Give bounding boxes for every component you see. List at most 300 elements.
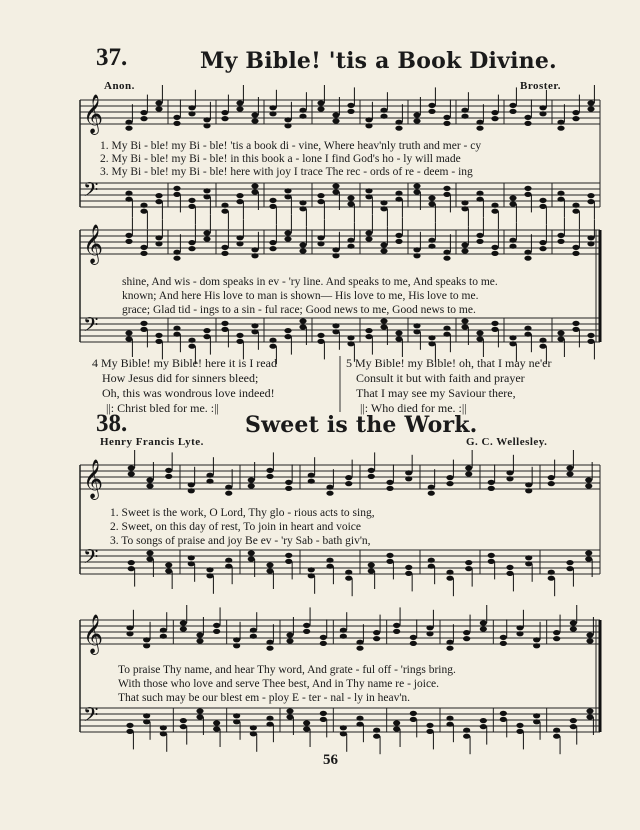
h38-s1-bass-note [488, 553, 495, 558]
verse-line: How Jesus did for sinners bleed; [102, 371, 259, 385]
hymn-37-composer: Broster. [520, 80, 561, 92]
h37-s2-treble-note [491, 251, 498, 256]
h38-s1-bass-note [446, 576, 453, 581]
h37-s2-treble-note [443, 256, 450, 261]
h38-s2-treble-note [410, 641, 417, 646]
h38-s1-bass-note [308, 573, 315, 578]
h37-s2-treble-note [284, 236, 291, 241]
h37-s1-treble-note [269, 111, 276, 116]
h38-s1-treble-note [405, 470, 412, 475]
h37-s2-treble-note [125, 233, 132, 238]
h37-s2-bass-note [140, 321, 147, 326]
h38-s2-bass-note [126, 723, 133, 728]
h38-s1-treble-note [548, 475, 555, 480]
h37-s1-treble-note [173, 115, 180, 120]
h37-s1-treble-note [428, 109, 435, 114]
h37-s1-bass-note [557, 197, 564, 202]
h37-s1-treble-note [221, 116, 228, 121]
h38-s1-treble-note [285, 486, 292, 491]
hymn-37-number: 37. [96, 44, 128, 71]
h38-s2-treble-note [160, 634, 167, 639]
h38-s1-treble-note [428, 485, 435, 490]
h38-s2-bass-note [320, 717, 327, 722]
h37-s1-bass-note [443, 192, 450, 197]
h37-s2-treble-note [509, 244, 516, 249]
h38-s1-bass-note [465, 566, 472, 571]
h37-s1-treble-note [125, 120, 132, 125]
h38-s1-treble-note [308, 473, 315, 478]
h38-s1-bass-note [345, 576, 352, 581]
h38-s2-treble-note [533, 643, 540, 648]
h37-s1-bass-note [203, 194, 210, 199]
h38-s2-treble-note [533, 637, 540, 642]
h37-s1-bass-note [155, 199, 162, 204]
h38-s2-treble-note [233, 643, 240, 648]
h37-s2-bass-note [461, 318, 468, 323]
h38-s2-bass-clef-icon: 𝄢 [83, 703, 99, 731]
h38-s2-bass-note [463, 728, 470, 733]
hymn-38-s2-verse-1: To praise Thy name, and hear Thy word, And grate - ful off - 'rings bring. [118, 664, 456, 676]
hymn-37-verse-5 [346, 356, 551, 416]
hymn-38-title: Sweet is the Work. [245, 412, 478, 438]
h37-s1-treble-note [539, 105, 546, 110]
h37-s1-bass-note [557, 191, 564, 196]
h38-s2-treble-note [500, 641, 507, 646]
h37-s1-treble-note [572, 110, 579, 115]
h37-s2-treble-note [524, 256, 531, 261]
h37-s2-treble-note [269, 240, 276, 245]
h37-s2-treble-note [332, 247, 339, 252]
h38-s1-bass-note [285, 553, 292, 558]
h38-s1-bass-note [506, 571, 513, 576]
h37-s1-treble-note [413, 112, 420, 117]
h37-s1-treble-note [251, 112, 258, 117]
h37-s1-bass-note [365, 188, 372, 193]
h38-s2-treble-clef-icon: 𝄞 [83, 614, 104, 654]
h37-s2-bass-note [221, 327, 228, 332]
h37-s1-bass-note [188, 204, 195, 209]
h38-s1-bass-note [188, 555, 195, 560]
h38-s1-bass-note [368, 568, 375, 573]
h37-s1-treble-note [380, 108, 387, 113]
h37-s2-bass-note [365, 328, 372, 333]
h37-s1-treble-note [203, 123, 210, 128]
h37-s2-bass-note [236, 333, 243, 338]
h37-s2-treble-note [539, 246, 546, 251]
h37-s1-bass-note [413, 189, 420, 194]
h37-s2-treble-clef-icon: 𝄞 [83, 224, 104, 264]
h38-s2-treble-note [586, 638, 593, 643]
hymn-37-title: My Bible! 'tis a Book Divine. [200, 48, 557, 74]
h38-s1-bass-note [525, 561, 532, 566]
h37-s2-bass-note [188, 338, 195, 343]
h38-s2-bass-note [213, 720, 220, 725]
h37-s2-bass-note [317, 333, 324, 338]
hymn-37-s2-verse-1: shine, And wis - dom speaks in ev - 'ry line. And speaks to me, And speaks to me. [122, 276, 498, 288]
h38-s2-bass-note [553, 734, 560, 739]
h37-s1-bass-note [284, 188, 291, 193]
h37-s1-treble-note [539, 111, 546, 116]
h38-s2-treble-note [570, 620, 577, 625]
h37-s1-treble-note [203, 117, 210, 122]
h38-s2-treble-note [286, 632, 293, 637]
h38-s1-bass-note [386, 559, 393, 564]
h37-s2-bass-note [395, 336, 402, 341]
h37-s1-treble-note [509, 109, 516, 114]
h37-s1-treble-note [557, 120, 564, 125]
h37-s2-treble-note [332, 253, 339, 258]
h37-s2-treble-note [269, 246, 276, 251]
h37-s2-bass-note [203, 328, 210, 333]
h37-s1-bass-note [221, 209, 228, 214]
h38-s2-bass-note [320, 711, 327, 716]
h38-s2-treble-note [233, 637, 240, 642]
verse-line: 4 My Bible! my Bible! here it is I read [92, 356, 277, 370]
h37-s2-bass-note [332, 323, 339, 328]
h38-s1-bass-note [345, 570, 352, 575]
h38-s2-treble-note [340, 628, 347, 633]
hymn-37-author: Anon. [104, 80, 135, 92]
h38-s2-bass-note [180, 718, 187, 723]
h38-s2-treble-note [463, 636, 470, 641]
h38-s1-treble-note [428, 491, 435, 496]
hymn-38-s1-verse-3: 3. To songs of praise and joy Be ev - 'ry Sab - bath giv'n, [110, 535, 371, 547]
h37-s2-bass-note [491, 321, 498, 326]
h38-s1-treble-note [266, 474, 273, 479]
h37-s1-treble-note [509, 103, 516, 108]
h37-s1-bass-note [491, 203, 498, 208]
h37-s1-bass-note [236, 199, 243, 204]
h37-s1-bass-note [221, 203, 228, 208]
h37-s1-bass-note [299, 200, 306, 205]
hymn-38-number: 38. [96, 410, 128, 437]
h38-s1-treble-note [446, 475, 453, 480]
h38-s2-bass-note [303, 720, 310, 725]
hymn-37-s2-verse-3: grace; Glad tid - ings to a sin - ful race; Good news to me, Good news to me. [122, 304, 476, 316]
h37-s2-treble-note [140, 245, 147, 250]
h38-s1-bass-note [488, 559, 495, 564]
h38-s2-treble-note [126, 625, 133, 630]
h38-s2-treble-note [196, 638, 203, 643]
h37-s2-bass-note [476, 330, 483, 335]
verse-line: Consult it but with faith and prayer [356, 371, 525, 385]
h38-s2-treble-note [250, 634, 257, 639]
h38-s2-bass-note [426, 729, 433, 734]
h38-s2-treble-note [143, 637, 150, 642]
h38-s2-treble-note [213, 623, 220, 628]
h37-s1-treble-note [155, 106, 162, 111]
h37-s1-treble-note [365, 117, 372, 122]
h38-s1-bass-note [206, 573, 213, 578]
h37-s2-bass-note [413, 323, 420, 328]
h37-s2-treble-note [125, 239, 132, 244]
h37-s1-bass-note [251, 189, 258, 194]
h38-s2-bass-note [410, 717, 417, 722]
h37-s2-bass-note [299, 324, 306, 329]
h38-s1-bass-note [428, 558, 435, 563]
h37-s2-treble-note [188, 246, 195, 251]
h38-s1-bass-note [405, 565, 412, 570]
h37-s2-treble-note [395, 239, 402, 244]
h38-s2-bass-note [143, 719, 150, 724]
h38-s1-bass-note [248, 556, 255, 561]
h37-s2-treble-note [347, 238, 354, 243]
hymn-37-verse-4 [92, 356, 277, 416]
h37-s2-treble-note [413, 247, 420, 252]
h38-s1-treble-note [585, 483, 592, 488]
h37-s2-bass-note [317, 339, 324, 344]
h38-s1-treble-note [488, 486, 495, 491]
h37-s1-bass-note [572, 209, 579, 214]
h38-s2-treble-note [180, 620, 187, 625]
h38-s1-bass-note [566, 560, 573, 565]
h37-s2-bass-note [203, 334, 210, 339]
h38-s2-treble-note [126, 631, 133, 636]
h37-s2-bass-note [524, 332, 531, 337]
h38-s1-bass-note [465, 560, 472, 565]
h37-s2-bass-note [125, 330, 132, 335]
h37-s1-treble-note [395, 120, 402, 125]
h38-s1-bass-note [128, 566, 135, 571]
h37-s1-bass-note [317, 199, 324, 204]
h37-s1-treble-clef-icon: 𝄞 [83, 94, 104, 134]
h37-s1-treble-note [251, 118, 258, 123]
h38-s2-bass-note [196, 708, 203, 713]
h37-s2-treble-note [428, 244, 435, 249]
h37-s1-bass-note [299, 206, 306, 211]
h38-s2-treble-note [303, 629, 310, 634]
hymn-37-s2-verse-2: known; And here His love to man is shown— His love to me, His love to me. [122, 290, 479, 302]
h38-s2-bass-note [356, 716, 363, 721]
verse-line: 5 My Bible! my Bible! oh, that I may ne'er [346, 356, 552, 370]
h37-s1-bass-note [524, 186, 531, 191]
h38-s2-bass-note [303, 726, 310, 731]
h37-s1-bass-note [251, 183, 258, 188]
hymn-37-s1-verse-3: 3. My Bi - ble! my Bi - ble! here with joy I trace The rec - ords of re - deem - ing [100, 166, 473, 178]
h37-s2-bass-note [476, 336, 483, 341]
h38-s2-bass-note [426, 723, 433, 728]
h38-s2-treble-note [340, 634, 347, 639]
h37-s1-treble-note [188, 105, 195, 110]
h37-s1-bass-note [428, 201, 435, 206]
h38-s1-treble-note [165, 474, 172, 479]
h37-s2-treble-note [443, 250, 450, 255]
h37-s1-bass-note [332, 189, 339, 194]
h38-s1-bass-note [266, 562, 273, 567]
h37-s1-treble-note [284, 123, 291, 128]
h37-s1-bass-note [587, 199, 594, 204]
h37-s2-bass-note [572, 327, 579, 332]
h37-s2-bass-note [539, 338, 546, 343]
h37-s1-bass-note [317, 193, 324, 198]
h38-s2-treble-note [356, 640, 363, 645]
h38-s1-bass-note [285, 559, 292, 564]
h37-s2-treble-note [251, 253, 258, 258]
h37-s2-treble-note [509, 238, 516, 243]
h37-s2-bass-note [188, 344, 195, 349]
h37-s2-bass-note [443, 332, 450, 337]
h38-s2-treble-note [426, 631, 433, 636]
h37-s2-treble-note [173, 250, 180, 255]
h37-s2-bass-note [461, 324, 468, 329]
h37-s1-treble-note [332, 112, 339, 117]
h38-s1-treble-note [188, 482, 195, 487]
h37-s1-bass-note [173, 192, 180, 197]
h38-s1-bass-note [146, 556, 153, 561]
h37-s2-treble-note [461, 248, 468, 253]
h38-s1-bass-note [165, 568, 172, 573]
h38-s2-bass-note [266, 722, 273, 727]
h37-s2-treble-note [155, 241, 162, 246]
h38-s1-treble-note [206, 479, 213, 484]
h38-s2-treble-note [446, 646, 453, 651]
h38-s2-bass-note [570, 724, 577, 729]
h38-s2-treble-note [320, 635, 327, 640]
h38-s2-bass-note [286, 708, 293, 713]
h37-s1-bass-note [347, 195, 354, 200]
h38-s1-treble-note [368, 468, 375, 473]
h37-s1-treble-note [443, 121, 450, 126]
h37-s1-treble-note [155, 100, 162, 105]
h37-s1-treble-note [140, 110, 147, 115]
h38-s1-treble-note [386, 486, 393, 491]
h37-s1-bass-note [380, 206, 387, 211]
h38-s1-treble-note [488, 480, 495, 485]
h37-s1-treble-note [332, 118, 339, 123]
h37-s2-treble-note [491, 245, 498, 250]
h38-s2-bass-note [516, 729, 523, 734]
h38-s2-bass-note [553, 728, 560, 733]
h37-s1-bass-note [395, 191, 402, 196]
h38-s2-treble-note [480, 620, 487, 625]
h38-s1-treble-note [128, 465, 135, 470]
h37-s1-bass-note [125, 197, 132, 202]
hymn-38-s2-verse-3: That such may be our blest em - ploy E - ter - nal - ly in heav'n. [118, 692, 411, 704]
h37-s2-bass-note [332, 329, 339, 334]
h38-s1-treble-note [188, 488, 195, 493]
h38-s2-treble-note [516, 625, 523, 630]
h37-s1-bass-note [140, 209, 147, 214]
h38-s1-bass-note [188, 561, 195, 566]
h37-s2-bass-note [347, 341, 354, 346]
h37-s2-treble-note [299, 242, 306, 247]
h38-s1-treble-note [165, 468, 172, 473]
h38-s2-bass-note [213, 726, 220, 731]
h38-s2-treble-note [500, 635, 507, 640]
h37-s2-bass-note [587, 339, 594, 344]
h38-s1-treble-note [225, 485, 232, 490]
h38-s1-treble-note [326, 491, 333, 496]
h37-s2-bass-note [221, 321, 228, 326]
h37-s2-bass-note [155, 339, 162, 344]
h38-s2-bass-note [373, 728, 380, 733]
h37-s2-bass-note [539, 344, 546, 349]
h37-s1-treble-note [428, 103, 435, 108]
h38-s2-bass-note [250, 731, 257, 736]
h38-s1-treble-note [506, 476, 513, 481]
h37-s1-treble-note [347, 109, 354, 114]
h37-s1-bass-note [284, 194, 291, 199]
h38-s1-bass-note [585, 556, 592, 561]
h38-s2-bass-note [143, 713, 150, 718]
h37-s1-treble-note [365, 123, 372, 128]
h37-s2-bass-note [140, 327, 147, 332]
h38-s2-bass-note [480, 724, 487, 729]
h37-s1-bass-note [509, 195, 516, 200]
h38-s2-bass-note [160, 725, 167, 730]
h38-s2-treble-note [570, 626, 577, 631]
h37-s1-treble-note [236, 100, 243, 105]
h38-s2-bass-note [286, 714, 293, 719]
h37-s1-treble-note [284, 117, 291, 122]
h38-s2-bass-note [393, 726, 400, 731]
verse-line: That I may see my Saviour there, [356, 386, 516, 400]
h37-s1-bass-note [476, 191, 483, 196]
h37-s2-bass-note [284, 334, 291, 339]
h38-s2-bass-note [356, 722, 363, 727]
h38-s1-treble-note [326, 485, 333, 490]
h38-s1-treble-note [368, 474, 375, 479]
h38-s1-bass-note [248, 550, 255, 555]
h37-s2-treble-note [155, 235, 162, 240]
h37-s1-treble-note [572, 116, 579, 121]
h37-s2-treble-note [572, 245, 579, 250]
h37-s2-bass-note [509, 335, 516, 340]
h38-s2-bass-note [500, 711, 507, 716]
h37-s1-bass-note [140, 203, 147, 208]
h38-s1-treble-note [585, 477, 592, 482]
h37-s2-bass-note [509, 341, 516, 346]
h37-s2-bass-note [524, 326, 531, 331]
h37-s1-treble-note [347, 103, 354, 108]
h37-s2-bass-note [155, 333, 162, 338]
h37-s1-treble-note [125, 126, 132, 131]
h37-s2-treble-note [317, 235, 324, 240]
h37-s1-bass-note [365, 194, 372, 199]
h38-s2-treble-note [446, 640, 453, 645]
h37-s2-treble-note [476, 239, 483, 244]
h38-s2-treble-note [426, 625, 433, 630]
page-number: 56 [323, 752, 338, 768]
h38-s1-treble-note [266, 468, 273, 473]
h38-s1-treble-note [225, 491, 232, 496]
h38-s1-treble-note [446, 481, 453, 486]
h38-s2-bass-note [160, 731, 167, 736]
hymn-38-composer: G. C. Wellesley. [466, 436, 548, 448]
h37-s1-treble-note [461, 114, 468, 119]
h37-s2-bass-note [413, 329, 420, 334]
h38-s2-treble-note [463, 630, 470, 635]
h37-s1-bass-note [188, 198, 195, 203]
h38-s1-treble-note [525, 488, 532, 493]
h38-s2-treble-note [180, 626, 187, 631]
h38-s1-bass-note [548, 570, 555, 575]
h37-s2-treble-note [587, 241, 594, 246]
h38-s2-bass-note [126, 729, 133, 734]
h38-s2-treble-note [266, 646, 273, 651]
h38-s2-treble-note [516, 631, 523, 636]
h37-s2-bass-note [587, 333, 594, 338]
h37-s2-treble-note [476, 233, 483, 238]
hymn-38-s1-verse-1: 1. Sweet is the work, O Lord, Thy glo - rious acts to sing, [110, 507, 375, 519]
h37-s1-bass-note [332, 183, 339, 188]
h37-s1-treble-note [299, 114, 306, 119]
h38-s2-treble-note [373, 630, 380, 635]
h37-s2-treble-note [299, 248, 306, 253]
h37-s1-bass-note [476, 197, 483, 202]
h37-s2-treble-note [203, 230, 210, 235]
h38-s1-bass-note [548, 576, 555, 581]
